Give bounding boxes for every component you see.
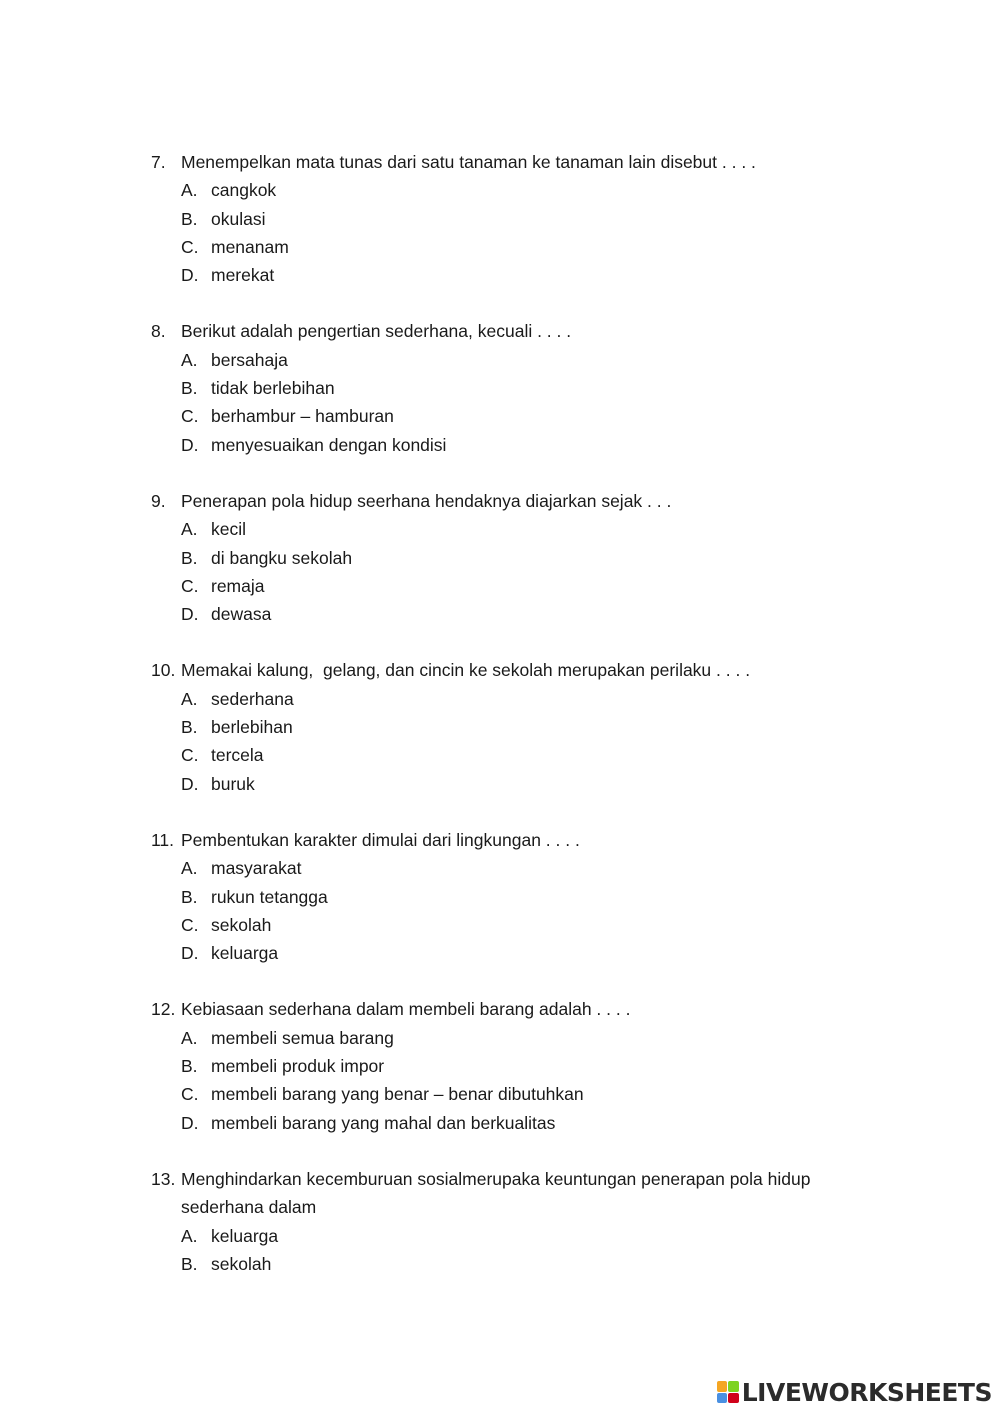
question-stem <box>151 317 871 345</box>
option-b <box>181 374 871 402</box>
option-letter: B. <box>181 547 198 568</box>
option-text: rukun tetangga <box>211 886 328 907</box>
option-letter: A. <box>181 858 198 879</box>
question-7 <box>151 148 871 289</box>
liveworksheets-watermark <box>717 1377 992 1407</box>
option-c <box>181 233 871 261</box>
option-list <box>151 346 871 459</box>
question-13 <box>151 1165 871 1278</box>
option-letter: C. <box>181 236 199 257</box>
option-letter: D. <box>181 1112 199 1133</box>
option-a <box>181 1222 871 1250</box>
option-letter: C. <box>181 1084 199 1105</box>
option-text: menanam <box>211 236 289 257</box>
question-number: 10. <box>151 660 176 681</box>
option-c <box>181 572 871 600</box>
question-number: 9. <box>151 490 166 511</box>
question-text: Pembentukan karakter dimulai dari lingkungan . . . . <box>181 829 580 850</box>
option-text: di bangku sekolah <box>211 547 353 568</box>
option-text: membeli semua barang <box>211 1027 394 1048</box>
option-d <box>181 770 871 798</box>
option-letter: C. <box>181 406 199 427</box>
option-letter: D. <box>181 265 199 286</box>
option-text: buruk <box>211 773 255 794</box>
option-text: keluarga <box>211 943 279 964</box>
option-text: berhambur – hamburan <box>211 406 394 427</box>
question-list <box>151 148 871 1306</box>
option-c <box>181 911 871 939</box>
option-letter: B. <box>181 1056 198 1077</box>
option-letter: A. <box>181 349 198 370</box>
option-text: okulasi <box>211 208 266 229</box>
option-letter: B. <box>181 886 198 907</box>
option-text: menyesuaikan dengan kondisi <box>211 434 447 455</box>
question-8 <box>151 317 871 458</box>
question-number: 13. <box>151 1168 176 1189</box>
question-number: 8. <box>151 321 166 342</box>
option-letter: D. <box>181 773 199 794</box>
option-a <box>181 346 871 374</box>
question-stem <box>151 1165 871 1222</box>
question-text: Menghindarkan kecemburuan sosialmerupaka keuntungan penerapan pola hidup sederhana dalam <box>181 1168 811 1218</box>
question-number: 12. <box>151 999 176 1020</box>
option-c <box>181 1080 871 1108</box>
option-d <box>181 261 871 289</box>
option-a <box>181 685 871 713</box>
option-letter: B. <box>181 378 198 399</box>
question-stem <box>151 826 871 854</box>
option-text: sekolah <box>211 1253 272 1274</box>
option-a <box>181 176 871 204</box>
option-c <box>181 741 871 769</box>
option-text: cangkok <box>211 180 277 201</box>
question-text: Berikut adalah pengertian sederhana, kecuali . . . . <box>181 321 572 342</box>
option-letter: B. <box>181 717 198 738</box>
question-12 <box>151 995 871 1136</box>
question-text: Kebiasaan sederhana dalam membeli barang adalah . . . . <box>181 999 631 1020</box>
option-list <box>151 685 871 798</box>
question-text: Menempelkan mata tunas dari satu tanaman ke tanaman lain disebut . . . . <box>181 152 756 172</box>
option-d <box>181 939 871 967</box>
option-text: tidak berlebihan <box>211 378 335 399</box>
question-stem <box>151 148 871 176</box>
option-text: sederhana <box>211 688 294 709</box>
question-10 <box>151 656 871 797</box>
option-letter: A. <box>181 688 198 709</box>
option-b <box>181 544 871 572</box>
brand-name: LIVEWORKSHEETS <box>741 1377 992 1407</box>
option-d <box>181 431 871 459</box>
option-letter: A. <box>181 1225 198 1246</box>
option-list <box>151 1222 871 1279</box>
option-letter: D. <box>181 943 199 964</box>
option-list <box>151 515 871 628</box>
option-b <box>181 1250 871 1278</box>
question-stem <box>151 995 871 1023</box>
option-list <box>151 176 871 289</box>
option-text: membeli produk impor <box>211 1056 385 1077</box>
option-a <box>181 1024 871 1052</box>
option-b <box>181 1052 871 1080</box>
logo-square <box>728 1381 739 1392</box>
option-text: tercela <box>211 745 264 766</box>
question-9 <box>151 487 871 628</box>
option-text: masyarakat <box>211 858 302 879</box>
option-text: remaja <box>211 575 265 596</box>
option-d <box>181 600 871 628</box>
question-text: Penerapan pola hidup seerhana hendaknya diajarkan sejak . . . <box>181 490 672 511</box>
liveworksheets-logo-icon <box>717 1381 739 1403</box>
option-a <box>181 854 871 882</box>
option-letter: B. <box>181 1253 198 1274</box>
option-letter: D. <box>181 434 199 455</box>
question-stem <box>151 487 871 515</box>
option-text: kecil <box>211 519 247 540</box>
option-text: sekolah <box>211 914 272 935</box>
question-number: 11. <box>151 829 175 850</box>
option-letter: C. <box>181 914 199 935</box>
question-number: 7. <box>151 152 166 172</box>
option-c <box>181 402 871 430</box>
option-list <box>151 1024 871 1137</box>
logo-square <box>717 1381 728 1392</box>
option-a <box>181 515 871 543</box>
option-text: membeli barang yang mahal dan berkualitas <box>211 1112 556 1133</box>
option-letter: B. <box>181 208 198 229</box>
option-b <box>181 205 871 233</box>
question-11 <box>151 826 871 967</box>
option-text: berlebihan <box>211 717 293 738</box>
option-text: keluarga <box>211 1225 279 1246</box>
option-letter: C. <box>181 745 199 766</box>
option-list <box>151 854 871 967</box>
question-stem <box>151 656 871 684</box>
option-text: merekat <box>211 265 275 286</box>
option-letter: C. <box>181 575 199 596</box>
option-b <box>181 883 871 911</box>
question-text: Memakai kalung, gelang, dan cincin ke sekolah merupakan perilaku . . . . <box>181 660 751 681</box>
option-text: bersahaja <box>211 349 288 370</box>
option-letter: A. <box>181 1027 198 1048</box>
option-letter: A. <box>181 519 198 540</box>
option-d <box>181 1109 871 1137</box>
logo-square <box>717 1393 728 1404</box>
option-b <box>181 713 871 741</box>
option-letter: A. <box>181 180 198 201</box>
logo-square <box>728 1393 739 1404</box>
option-text: membeli barang yang benar – benar dibutuhkan <box>211 1084 584 1105</box>
option-text: dewasa <box>211 604 272 625</box>
option-letter: D. <box>181 604 199 625</box>
